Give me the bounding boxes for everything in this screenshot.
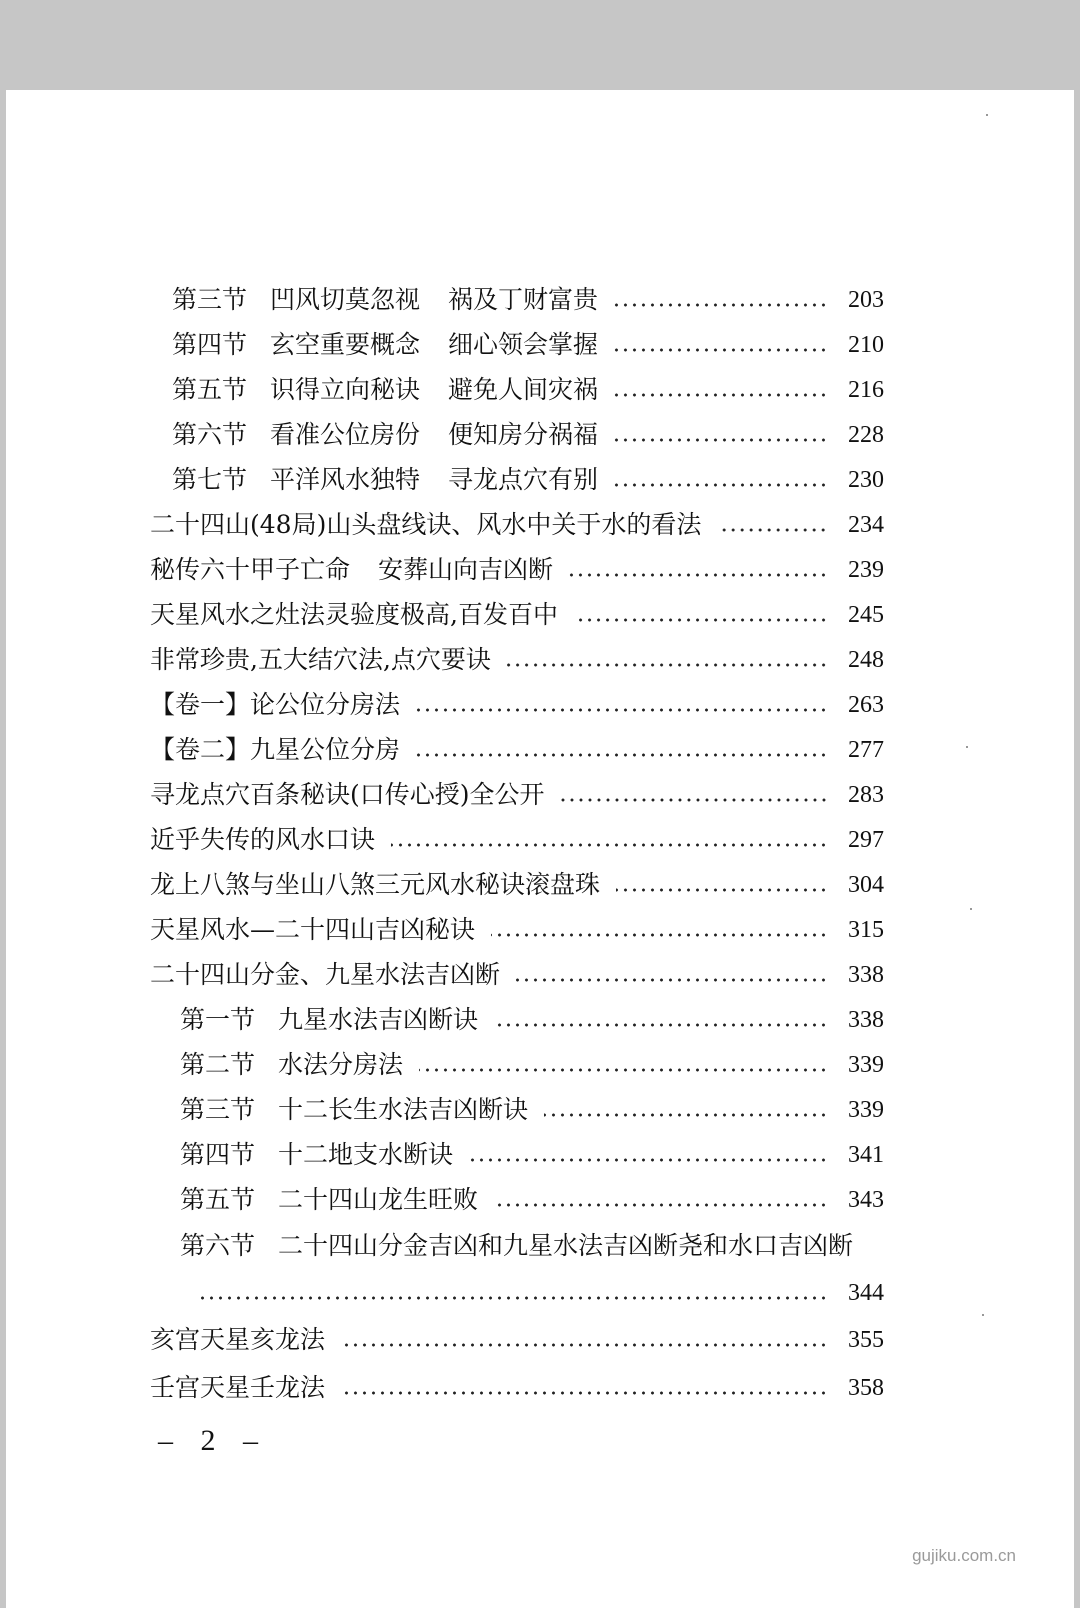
toc-entry [180,1226,884,1266]
dot-leader [561,798,828,802]
section-title-part-1: 平洋风水独特 [270,465,421,494]
toc-entry [150,865,884,905]
section-title: 十二地支水断诀 [278,1140,454,1169]
toc-entry [180,1090,884,1130]
page-number: 338 [848,962,884,988]
dot-leader [341,1391,828,1395]
dot-leader [614,348,828,352]
toc-entry [172,280,884,320]
toc-entry [180,1135,884,1175]
section-number: 第四节 [172,330,248,359]
page-number: 297 [848,827,884,853]
toc-entry [150,820,884,860]
page-number: 203 [848,287,884,313]
toc-entry [150,730,884,770]
dot-leader [416,708,828,712]
section-number: 第三节 [180,1095,256,1124]
page-number: 339 [848,1052,884,1078]
toc-entry [172,460,884,500]
watermark: gujiku.com.cn [912,1546,1016,1565]
page-number: 304 [848,872,884,898]
section-number: 第四节 [180,1140,256,1169]
section-title: 二十四山分金吉凶和九星水法吉凶断尧和水口吉凶断 [278,1231,854,1260]
scan-speck [970,908,972,910]
page-number: 355 [848,1327,884,1353]
section-title: 水法分房法 [278,1050,404,1079]
toc-entry [150,1320,884,1360]
page-number: 283 [848,782,884,808]
chapter-title: 近乎失传的风水口诀 [150,825,376,854]
dot-leader [569,573,828,577]
dot-leader [416,753,828,757]
dot-leader [494,1023,828,1027]
dot-leader [614,393,828,397]
page-number: 248 [848,647,884,673]
page-number: 245 [848,602,884,628]
section-title: 十二长生水法吉凶断诀 [278,1095,529,1124]
chapter-title: 非常珍贵,五大结穴法,点穴要诀 [150,645,491,674]
section-title: 九星水法吉凶断诀 [278,1005,479,1034]
page-number: 239 [848,557,884,583]
section-title-part-1: 玄空重要概念 [270,330,421,359]
toc-entry [150,910,884,950]
dot-leader [516,978,828,982]
section-number: 第六节 [180,1231,256,1260]
section-number: 第一节 [180,1005,256,1034]
dot-leader [614,483,828,487]
section-number: 第六节 [172,420,248,449]
toc-entry [150,640,884,680]
section-title: 二十四山龙生旺败 [278,1185,479,1214]
chapter-title-part-1: 秘传六十甲子亡命 [150,555,351,584]
page-number: 228 [848,422,884,448]
toc-entry [150,550,884,590]
toc-entry [150,595,884,635]
page-number: 315 [848,917,884,943]
page-number: 338 [848,1007,884,1033]
toc-entry-continuation [196,1273,884,1313]
dot-leader [391,843,828,847]
section-title-part-2: 避免人间灾祸 [448,375,599,404]
page-number: 343 [848,1187,884,1213]
page-number: 263 [848,692,884,718]
dot-leader [507,663,828,667]
chapter-title: 龙上八煞与坐山八煞三元风水秘诀滚盘珠 [150,870,601,899]
book-page [6,90,1074,1608]
section-number: 第五节 [172,375,248,404]
dot-leader [616,888,828,892]
toc-entry [150,685,884,725]
chapter-title: 天星风水之灶法灵验度极高,百发百中 [150,600,558,629]
section-title-part-2: 便知房分祸福 [448,420,599,449]
toc-entry [172,370,884,410]
toc-entry [172,325,884,365]
dot-leader [614,303,828,307]
section-title-part-2: 寻龙点穴有别 [448,465,599,494]
section-title-part-1: 识得立向秘诀 [270,375,421,404]
dot-leader [717,528,828,532]
dot-leader [491,933,828,937]
dot-leader [544,1113,828,1117]
section-title-part-2: 祸及丁财富贵 [448,285,599,314]
scan-speck [966,746,968,748]
scan-speck [986,114,988,116]
section-number: 第五节 [180,1185,256,1214]
toc-entry [150,955,884,995]
toc-entry [150,775,884,815]
toc-entry [180,1045,884,1085]
section-number: 第二节 [180,1050,256,1079]
toc-entry [180,1180,884,1220]
chapter-title: 二十四山(48局)山头盘线诀、风水中关于水的看法 [150,510,702,539]
dot-leader [494,1203,828,1207]
page-number: 341 [848,1142,884,1168]
toc-entry [172,415,884,455]
section-title-part-1: 凹风切莫忽视 [270,285,421,314]
section-number: 第七节 [172,465,248,494]
page-number: 339 [848,1097,884,1123]
page-number: 344 [848,1279,884,1306]
section-number: 第三节 [172,285,248,314]
toc-entry [150,1368,884,1408]
page-number: 234 [848,512,884,538]
page-folio: – 2 – [158,1424,268,1457]
chapter-title: 壬宫天星壬龙法 [150,1373,326,1402]
chapter-title: 【卷一】论公位分房法 [150,690,401,719]
page-number: 358 [848,1375,884,1401]
chapter-title: 天星风水—二十四山吉凶秘诀 [150,915,476,944]
dot-leader [419,1068,828,1072]
page-number: 277 [848,737,884,763]
dot-leader [196,1296,828,1300]
page-number: 216 [848,377,884,403]
section-title-part-1: 看准公位房份 [270,420,421,449]
dot-leader [341,1343,828,1347]
page-number: 230 [848,467,884,493]
scan-speck [982,1314,984,1316]
chapter-title: 二十四山分金、九星水法吉凶断 [150,960,501,989]
chapter-title-part-2: 安葬山向吉凶断 [378,555,554,584]
toc-entry [150,505,884,545]
chapter-title: 亥宫天星亥龙法 [150,1325,326,1354]
toc-entry [180,1000,884,1040]
chapter-title: 寻龙点穴百条秘诀(口传心授)全公开 [150,780,545,809]
section-title-part-2: 细心领会掌握 [448,330,599,359]
dot-leader [469,1158,828,1162]
dot-leader [574,618,828,622]
chapter-title: 【卷二】九星公位分房 [150,735,401,764]
page-number: 210 [848,332,884,358]
dot-leader [614,438,828,442]
